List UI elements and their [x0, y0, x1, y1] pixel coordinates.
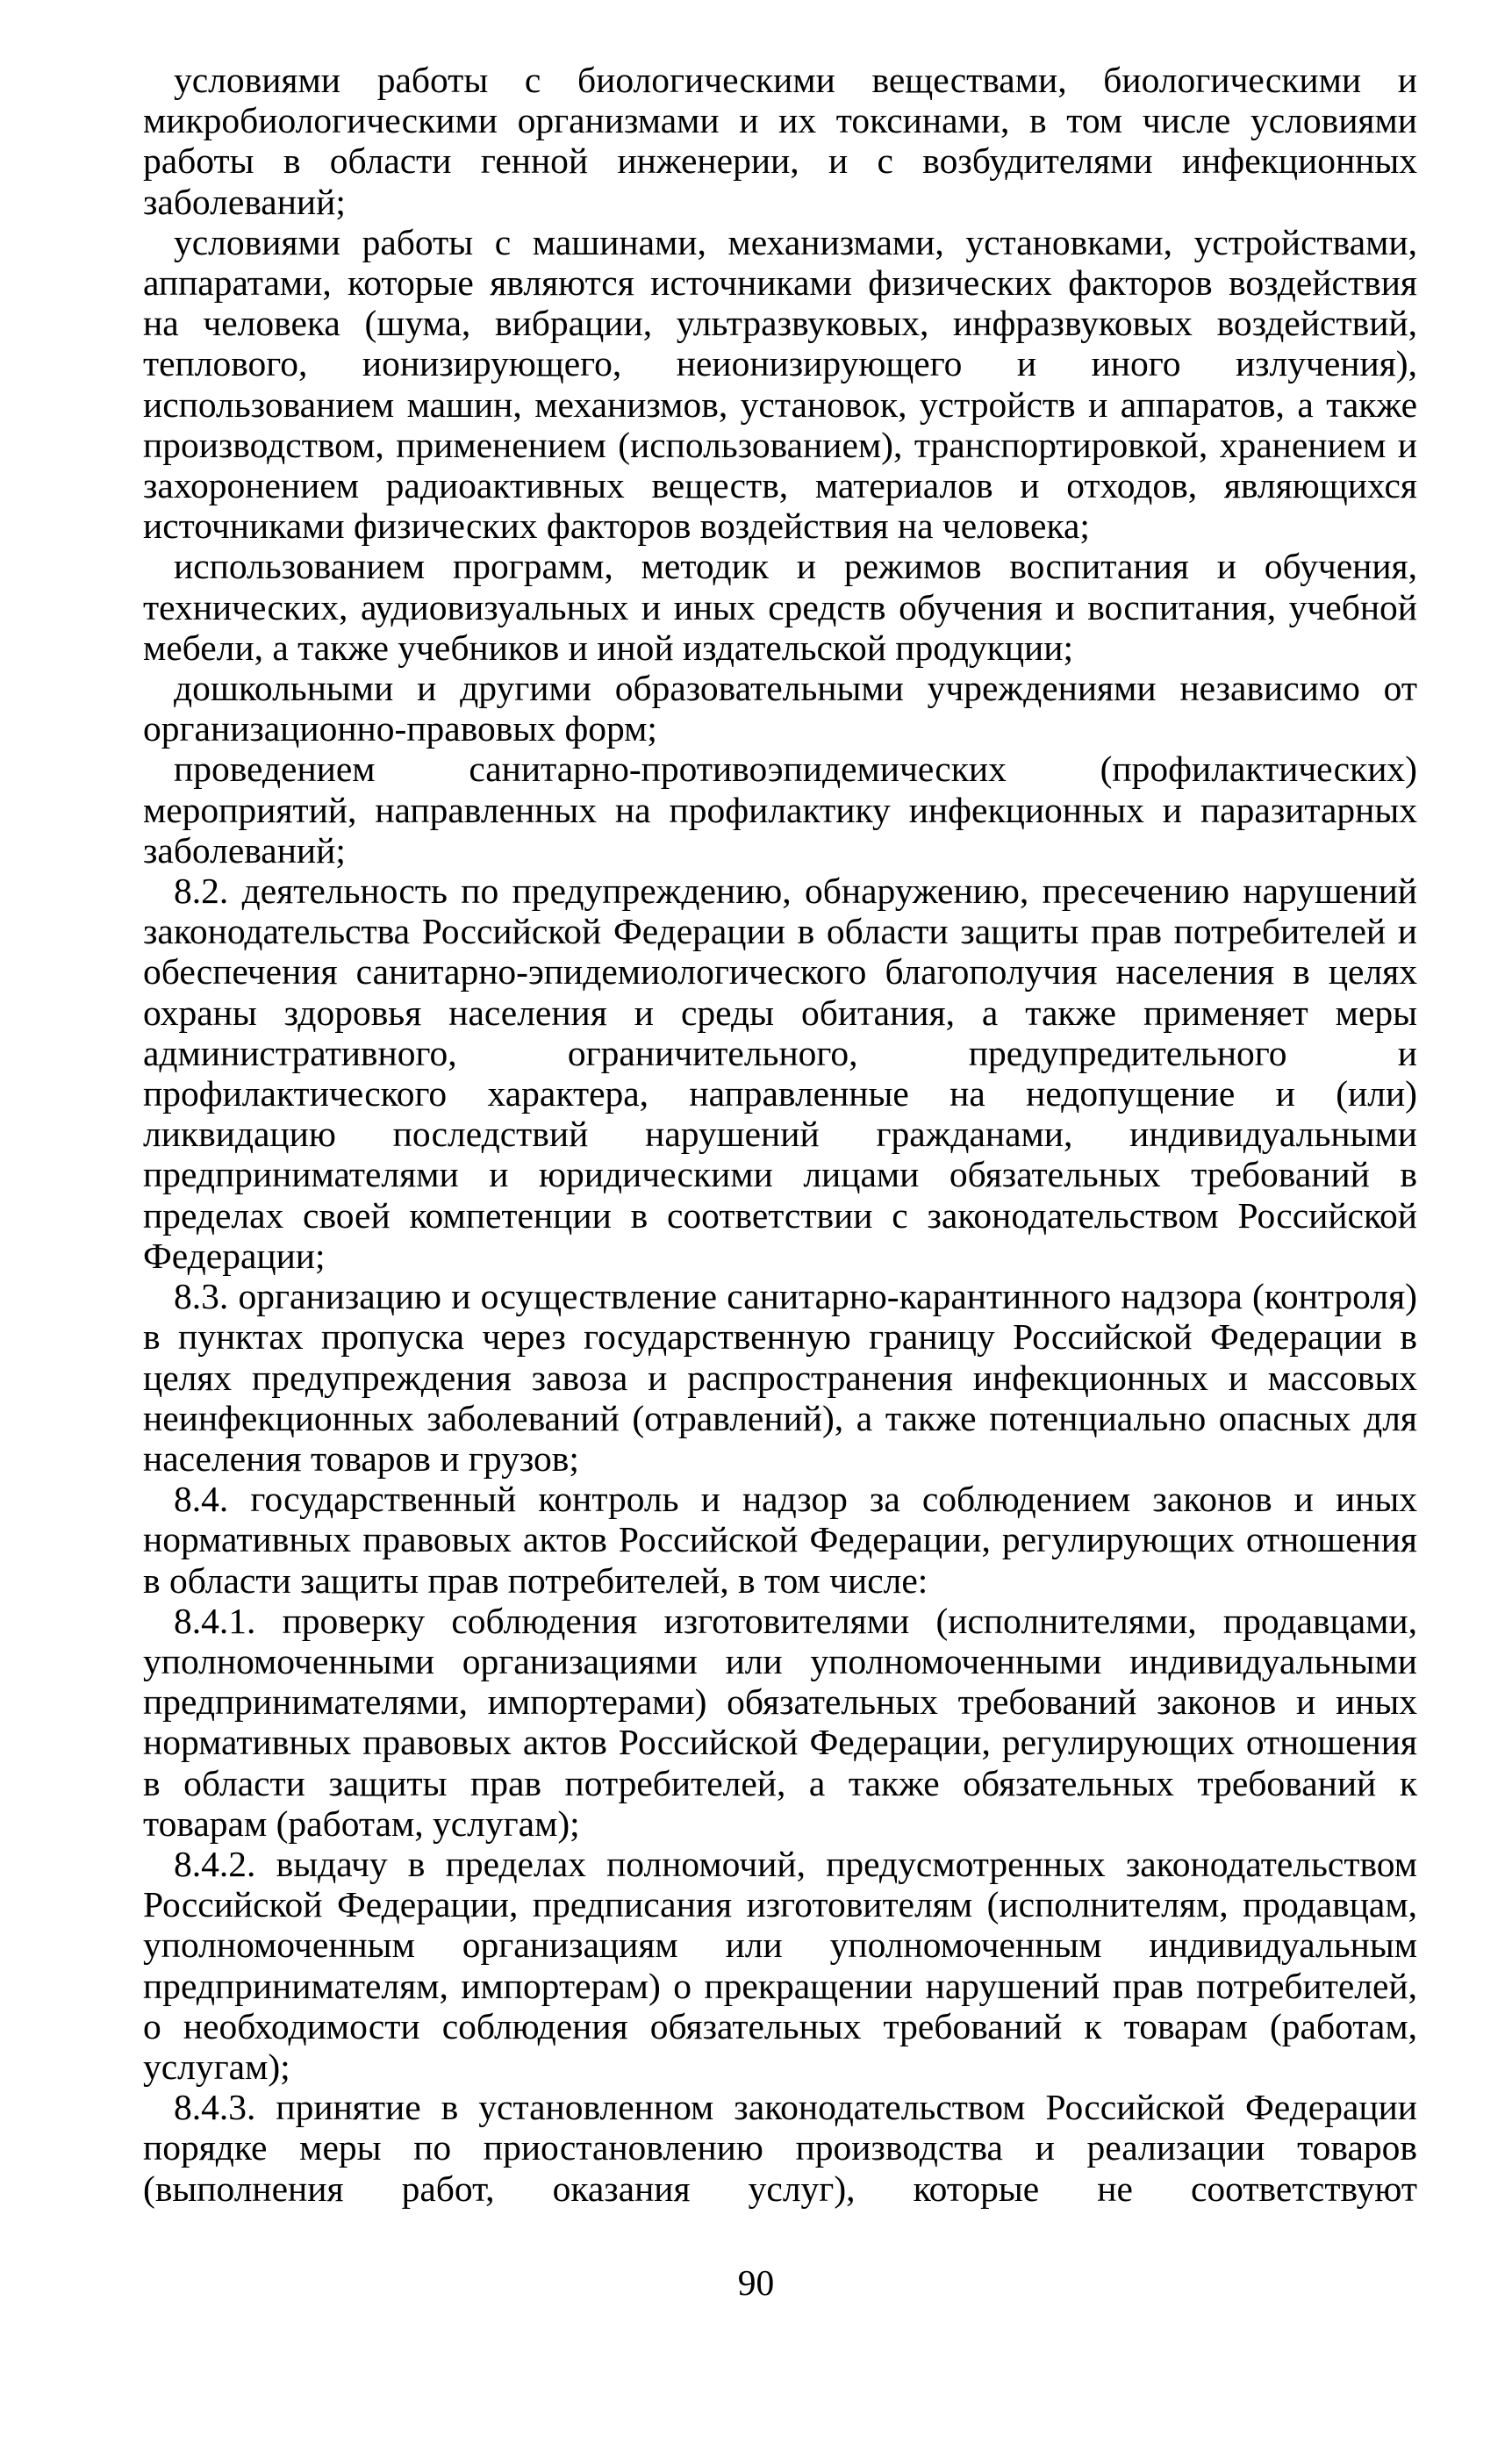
paragraph-8-4: 8.4. государственный контроль и надзор за соблюдением законов и иных нормативных правовых актов Российской Федерации, регулирующих отношения в области защиты прав потребителей, в том числе: [143, 1479, 1417, 1601]
paragraph-sanitary-measures: проведением санитарно-противоэпидемических (профилактических) мероприятий, направленных на профилактику инфекционных и паразитарных заболеваний; [143, 749, 1417, 871]
paragraph-biological: условиями работы с биологическими веществами, биологическими и микробиологическими организмами и их токсинами, в том числе условиями работы в области генной инженерии, и с возбудителями инфекционных заболеваний; [143, 60, 1417, 222]
paragraph-physical-factors: условиями работы с машинами, механизмами, установками, устройствами, аппаратами, которые являются источниками физических факторов воздействия на человека (шума, вибрации, ультразвуковых, инфразвуковых воздействий, теплового, ионизирующего, неионизирующего и иного излучения), использованием машин, механизмов, установок, устройств и аппаратов, а также производством, применением (использованием), транспортировкой, хранением и захоронением радиоактивных веществ, материалов и отходов, являющихся источниками физических факторов воздействия на человека; [143, 221, 1417, 547]
paragraph-preschool: дошкольными и другими образовательными учреждениями независимо от организационно-правовых форм; [143, 668, 1417, 749]
paragraph-8-3: 8.3. организацию и осуществление санитарно-карантинного надзора (контроля) в пунктах пропуска через государственную границу Российской Федерации в целях предупреждения завоза и распространения инфекционных и массовых неинфекционных заболеваний (отравлений), а также потенциально опасных для населения товаров и грузов; [143, 1276, 1417, 1479]
paragraph-8-2: 8.2. деятельность по предупреждению, обнаружению, пресечению нарушений законодательства Российской Федерации в области защиты прав потребителей и обеспечения санитарно-эпидемиологического благополучия населения в целях охраны здоровья населения и среды обитания, а также применяет меры административного, ограничительного, предупредительного и профилактического характера, направленные на недопущение и (или) ликвидацию последствий нарушений гражданами, индивидуальными предпринимателями и юридическими лицами обязательных требований в пределах своей компетенции в соответствии с законодательством Российской Федерации; [143, 871, 1417, 1276]
page-number: 90 [737, 2262, 775, 2303]
paragraph-8-4-3: 8.4.3. принятие в установленном законодательством Российской Федерации порядке меры по приостановлению производства и реализации товаров (выполнения работ, оказания услуг), которые не соответствуют [143, 2087, 1417, 2209]
paragraph-8-4-1: 8.4.1. проверку соблюдения изготовителями (исполнителями, продавцами, уполномоченными организациями или уполномоченными индивидуальными предпринимателями, импортерами) обязательных требований законов и иных нормативных правовых актов Российской Федерации, регулирующих отношения в области защиты прав потребителей, а также обязательных требований к товарам (работам, услугам); [143, 1600, 1417, 1844]
page-body [143, 60, 1417, 2209]
paragraph-education-programs: использованием программ, методик и режимов воспитания и обучения, технических, аудиовизуальных и иных средств обучения и воспитания, учебной мебели, а также учебников и иной издательской продукции; [143, 546, 1417, 668]
paragraph-8-4-2: 8.4.2. выдачу в пределах полномочий, предусмотренных законодательством Российской Федерации, предписания изготовителям (исполнителям, продавцам, уполномоченным организациям или уполномоченным индивидуальным предпринимателям, импортерам) о прекращении нарушений прав потребителей, о необходимости соблюдения обязательных требований к товарам (работам, услугам); [143, 1843, 1417, 2087]
